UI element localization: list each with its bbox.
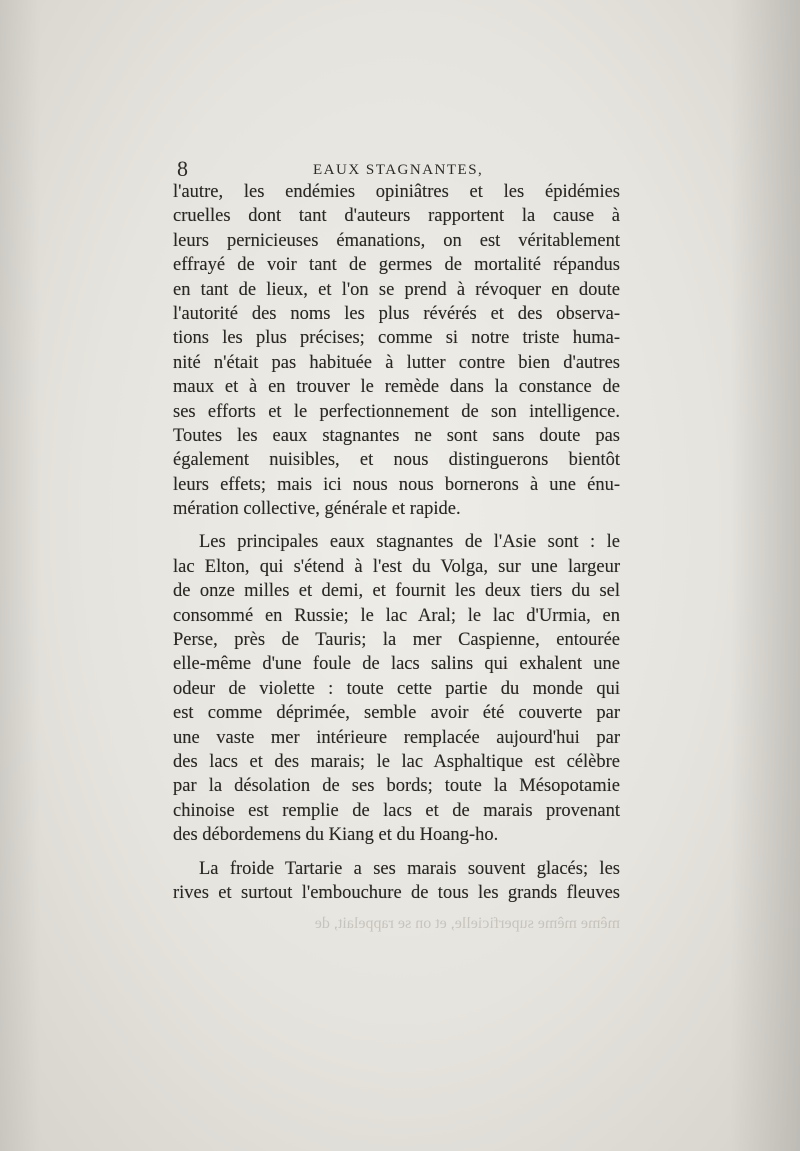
text-line: une vaste mer intérieure remplacée aujourd'hui par xyxy=(173,727,620,748)
text-line: l'autre, les endémies opiniâtres et les épidémies xyxy=(173,182,620,202)
text-line: La froide Tartarie a ses marais souvent glacés; les xyxy=(199,858,620,879)
text-line: chinoise est remplie de lacs et de marais provenant xyxy=(173,800,620,821)
text-line: des débordemens du Kiang et du Hoang-ho. xyxy=(173,825,499,846)
text-line: odeur de violette : toute cette partie du monde qui xyxy=(173,678,620,699)
text-line: consommé en Russie; le lac Aral; le lac d'Urmia, en xyxy=(173,605,620,626)
text-line: Les principales eaux stagnantes de l'Asie sont : le xyxy=(199,532,620,553)
text-line: lac Elton, qui s'étend à l'est du Volga, sur une largeur xyxy=(173,556,620,577)
text-line: des lacs et des marais; le lac Asphaltique est célèbre xyxy=(173,751,620,772)
text-line: effrayé de voir tant de germes de mortalité répandus xyxy=(173,255,620,276)
body-text xyxy=(173,180,620,905)
paragraph-3 xyxy=(173,857,620,906)
text-line: mération collective, générale et rapide. xyxy=(173,499,461,520)
text-line: de onze milles et demi, et fournit les deux tiers du sel xyxy=(173,581,620,602)
text-line: également nuisibles, et nous distinguerons bientôt xyxy=(173,450,620,471)
text-line: leurs pernicieuses émanations, on est véritablement xyxy=(173,230,620,251)
paragraph-1 xyxy=(173,180,620,521)
text-line: par la désolation de ses bords; toute la Mésopotamie xyxy=(173,776,620,797)
page-edge-shadow-left xyxy=(0,0,40,1151)
text-line: ses efforts et le perfectionnement de son intelligence. xyxy=(173,401,620,422)
page-header xyxy=(173,156,618,182)
bleed-through-text: même même superficielle, et on se rappelait, de xyxy=(314,915,620,932)
paragraph-2 xyxy=(173,530,620,847)
text-line: leurs effets; mais ici nous nous bornerons à une énu- xyxy=(173,474,620,495)
text-line: Perse, près de Tauris; la mer Caspienne, entourée xyxy=(173,630,620,651)
page-number: 8 xyxy=(177,156,188,181)
text-line: Toutes les eaux stagnantes ne sont sans doute pas xyxy=(173,425,620,446)
text-line: cruelles dont tant d'auteurs rapportent la cause à xyxy=(173,206,620,227)
running-head: EAUX STAGNANTES, xyxy=(313,162,484,178)
text-line: rives et surtout l'embouchure de tous les grands fleuves xyxy=(173,882,620,903)
text-line: maux et à en trouver le remède dans la constance de xyxy=(173,377,620,398)
text-line: est comme déprimée, semble avoir été couverte par xyxy=(173,703,620,724)
text-line: nité n'était pas habituée à lutter contre bien d'autres xyxy=(173,352,620,373)
text-line: elle-même d'une foule de lacs salins qui exhalent une xyxy=(173,654,620,675)
page-gutter-shadow xyxy=(730,0,800,1151)
text-line: en tant de lieux, et l'on se prend à révoquer en doute xyxy=(173,279,620,300)
text-line: tions les plus précises; comme si notre triste huma- xyxy=(173,328,620,349)
text-line: l'autorité des noms les plus révérés et des observa- xyxy=(173,303,620,324)
